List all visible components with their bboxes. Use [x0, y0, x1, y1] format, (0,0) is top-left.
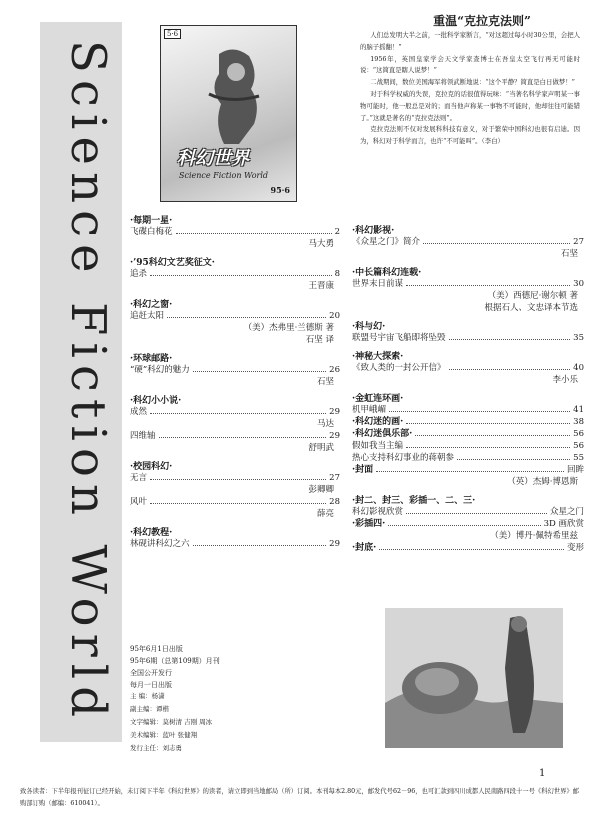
toc-entry[interactable] — [352, 332, 584, 344]
toc-entry-title: 假如我当主编 — [352, 441, 404, 451]
staff-line: 文字编辑：莫树清 吉刚 周冰 — [130, 718, 213, 726]
vertical-title-svg — [60, 30, 120, 720]
toc-entry[interactable] — [352, 416, 584, 428]
toc-entry-author: 彭卿卿 — [308, 485, 334, 495]
cover-logo: 科幻世界 — [177, 148, 249, 169]
toc-section-heading: ·彩插四· — [352, 519, 386, 529]
toc-entry[interactable] — [130, 430, 340, 442]
toc-entry[interactable] — [352, 278, 584, 290]
cover-issue-number: 95·6 — [270, 185, 290, 195]
cover-figure-illustration — [199, 44, 269, 144]
staff-line: 美术编辑：蓝叶 张健翔 — [130, 731, 198, 739]
toc-section-heading: ·科幻小小说· — [130, 396, 182, 406]
toc-entry-page: 35 — [573, 333, 584, 343]
toc-section-heading: ·封二、封三、彩插一、二、三· — [352, 496, 476, 506]
toc-entry-page: 29 — [329, 431, 340, 441]
toc-entry-page: 40 — [573, 363, 584, 373]
pubinfo-line: 95年6期（总第109期）月刊 — [130, 657, 220, 665]
toc-entry[interactable] — [352, 542, 584, 554]
toc-section-heading: ·神秘大探索· — [352, 352, 404, 362]
toc-entry-author: 石坚 — [560, 249, 578, 259]
toc-section-heading: ·封面 — [352, 465, 374, 475]
toc-section-heading: ·环球邮路· — [130, 354, 173, 364]
toc-entry-title: 联盟号宇宙飞船即将坠毁 — [352, 333, 446, 343]
toc-entry-page: 41 — [573, 405, 584, 415]
staff-line: 副主编：谭楷 — [130, 705, 169, 713]
toc-entry[interactable] — [352, 362, 584, 374]
back-cover-photo — [385, 608, 563, 748]
publication-info — [130, 643, 330, 691]
toc-entry-page: 3D 画欣赏 — [543, 519, 584, 529]
toc-entry[interactable] — [130, 496, 340, 508]
toc-entry[interactable] — [130, 406, 340, 418]
toc-entry-page: 20 — [329, 311, 340, 321]
toc-entry-page: 29 — [329, 539, 340, 549]
page-number: 1 — [539, 768, 546, 779]
cover-issue-badge: 5·6 — [164, 29, 181, 39]
essay-paragraph: 人们总发明大半之前，一批科学家断言，“对这超过每小时30公里，会把人的脑子摇翻！” — [360, 31, 580, 51]
toc-section-heading: ·封底· — [352, 543, 377, 553]
toc-entry[interactable] — [352, 440, 584, 452]
toc-entry[interactable] — [352, 236, 584, 248]
toc-entry-page: 27 — [329, 473, 340, 483]
vertical-title — [60, 30, 120, 720]
toc-entry-page: 30 — [573, 279, 584, 289]
toc-entry-page: 38 — [573, 417, 584, 427]
toc-entry-title: 风叶 — [130, 497, 148, 507]
toc-entry-author: 舒明武 — [308, 443, 334, 453]
toc-entry-title: 成然 — [130, 407, 148, 417]
essay-title: 重温“克拉克法则” — [433, 14, 531, 28]
toc-entry[interactable] — [352, 452, 584, 464]
toc-entry[interactable] — [352, 428, 584, 440]
pubinfo-line: 全国公开发行 — [130, 669, 172, 677]
toc-entry-title: 追杀 — [130, 269, 148, 279]
toc-entry-author: （美）杰弗里·兰德斯 著 — [243, 323, 334, 333]
staff-line: 发行主任：刘志勇 — [130, 744, 182, 752]
toc-section-heading: ·科幻迷的画· — [352, 417, 404, 427]
toc-entry-title: 世界末日前谋 — [352, 279, 404, 289]
toc-entry[interactable] — [130, 364, 340, 376]
toc-entry-author: （美）西德尼·谢尔顿 著 — [487, 291, 578, 301]
toc-entry-author: 李小乐 — [552, 375, 578, 385]
toc-entry-title: “硬”科幻的魅力 — [130, 365, 190, 375]
pubinfo-line: 每月一日出版 — [130, 681, 172, 689]
toc-entry-page: 变形 — [566, 543, 584, 553]
toc-left — [130, 208, 340, 550]
toc-entry-title: 《致人类的一封公开信》 — [352, 363, 446, 373]
essay-paragraph: 克拉克法则不仅对发展科科技有意义，对于繁荣中国科幻也很有启迪。因为，科幻对于科学而言，也许“不可能叫”。（李白） — [360, 125, 580, 146]
toc-section-heading: ·科幻教程· — [130, 528, 173, 538]
toc-entry-title: 机甲峨嵋 — [352, 405, 387, 415]
toc-entry-author: 马达 — [316, 419, 334, 429]
cover-image — [160, 25, 297, 202]
toc-section-heading: ·科幻之窗· — [130, 300, 173, 310]
toc-entry-page: 8 — [334, 269, 340, 279]
toc-entry-author: 马大勇 — [308, 239, 334, 249]
toc-entry-page: 26 — [329, 365, 340, 375]
toc-entry-title: 林砚讲科幻之六 — [130, 539, 190, 549]
essay-body — [360, 30, 580, 148]
toc-entry-author: （美）博丹·佩特希里兹 — [490, 531, 578, 541]
toc-section-heading: ·科与幻· — [352, 322, 386, 332]
essay-paragraph: 1956年，英国皇家学会天文学家查博士在吾皇太空飞行再无可能时说：“这简直是瞎人说梦！” — [360, 54, 580, 75]
cover-subtitle: Science Fiction World — [179, 171, 269, 180]
toc-entry[interactable] — [352, 404, 584, 416]
vertical-title-text: Science Fiction World — [60, 40, 116, 720]
toc-entry-author: 石坚 — [316, 377, 334, 387]
toc-entry[interactable] — [130, 538, 340, 550]
toc-entry-author: （英）杰姆·博恩斯 — [507, 477, 578, 487]
toc-entry-page: 众星之门 — [549, 507, 584, 517]
subscription-notice: 致各读者：下半年报刊征订已经开始，未订阅下半年《科幻世界》的读者，请立即到当地邮局（所）订阅。本刊每本2.80元，邮发代号62－96，也可汇款到四川成都人民南路四段十一号《科幻世界》邮购部订购（邮编：610041）。 — [20, 788, 579, 807]
staff-credits — [130, 690, 340, 755]
staff-line: 主 编：杨潇 — [130, 692, 165, 700]
toc-entry-page: 28 — [329, 497, 340, 507]
toc-entry[interactable] — [352, 506, 584, 518]
toc-entry-title: 飞碟白梅花 — [130, 227, 173, 237]
photo-illustration — [385, 608, 563, 748]
essay-paragraph: 二战期间，数位美国海军将领武断地说：“这个平静？简直是白日做梦！” — [370, 78, 575, 87]
toc-entry-author: 薛亮 — [316, 509, 334, 519]
toc-section-heading: ·科幻迷俱乐部· — [352, 429, 413, 439]
toc-section-heading: ·每期一星· — [130, 216, 173, 226]
toc-entry[interactable] — [130, 226, 340, 238]
toc-section-heading: ·科幻影视· — [352, 226, 395, 236]
toc-entry-page: 56 — [573, 441, 584, 451]
toc-entry-page: 2 — [334, 227, 340, 237]
toc-entry[interactable] — [130, 268, 340, 280]
toc-entry-page: 29 — [329, 407, 340, 417]
toc-entry-author: 王晋康 — [308, 281, 334, 291]
toc-entry-page: 回眸 — [566, 465, 584, 475]
pubinfo-line: 95年6月1日出版 — [130, 645, 183, 653]
toc-entry[interactable] — [352, 464, 584, 476]
toc-entry[interactable] — [130, 310, 340, 322]
toc-entry-title: 无言 — [130, 473, 148, 483]
toc-right — [352, 218, 584, 554]
toc-entry-translator: 石坚 译 — [305, 335, 334, 345]
toc-entry-page: 27 — [573, 237, 584, 247]
toc-section-heading: ·中长篇科幻连载· — [352, 268, 422, 278]
essay-paragraph: 对于科学权威的失误，克拉克的话很值得玩味：“当著名科学家声明某一事物可能时，他一般总是对的；而当他声称某一事物不可能时，他却往往可能错了。”这就是著名的“克拉克法则”。 — [360, 89, 580, 122]
toc-entry-page: 56 — [573, 429, 584, 439]
toc-section-heading: ·校园科幻· — [130, 462, 173, 472]
toc-section-heading: ·’95科幻文艺奖征文· — [130, 258, 215, 268]
toc-entry-page: 55 — [573, 453, 584, 463]
toc-section-heading: ·金虹连环画· — [352, 394, 404, 404]
toc-entry-title: 追赶太阳 — [130, 311, 165, 321]
toc-entry-title: 《众星之门》简介 — [352, 237, 421, 247]
toc-entry[interactable] — [352, 518, 584, 530]
toc-entry-title: 四维轴 — [130, 431, 156, 441]
toc-entry[interactable] — [130, 472, 340, 484]
toc-entry-translator: 根据石人、文忠译本节选 — [484, 303, 578, 313]
toc-entry-title: 热心支持科幻事业的蒋朝参 — [352, 453, 455, 463]
toc-entry-title: 科幻影视欣赏 — [352, 507, 404, 517]
